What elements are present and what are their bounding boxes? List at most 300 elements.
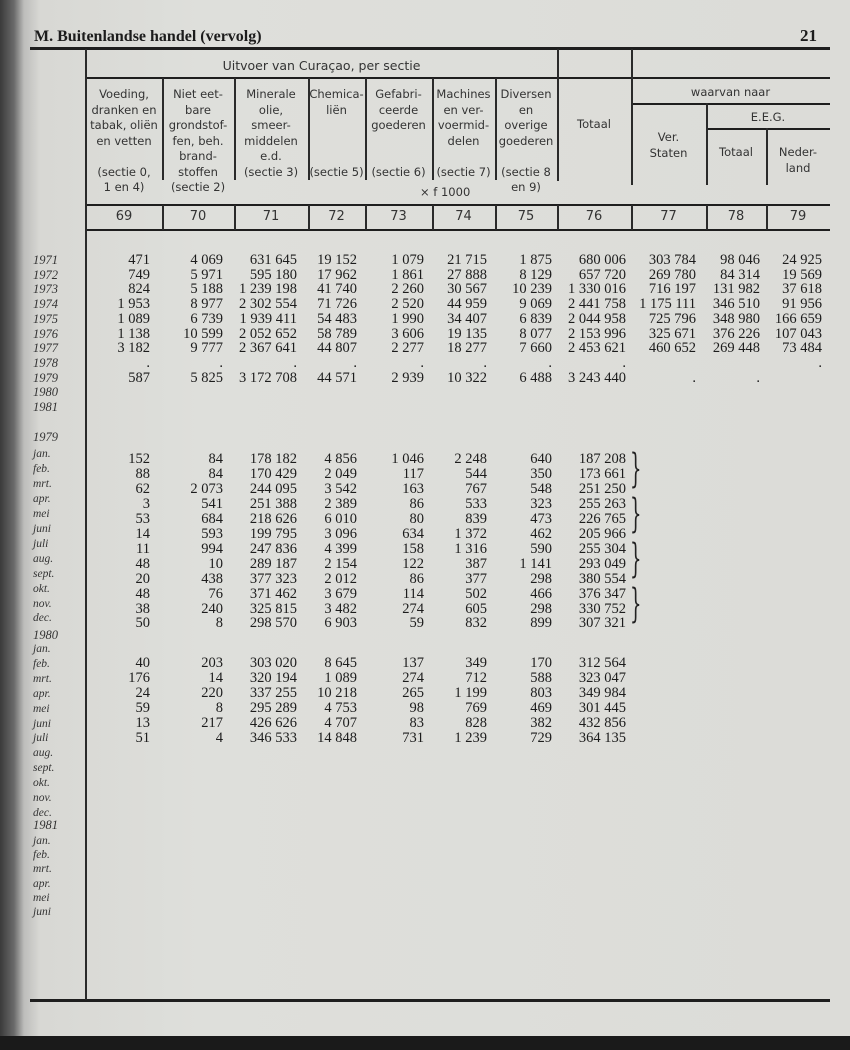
page-number: 21: [800, 26, 817, 45]
table-cell: 247 836: [249, 540, 297, 557]
table-cell: 377 323: [249, 570, 297, 587]
table-cell: 349 984: [578, 684, 626, 701]
table-cell: 50: [135, 615, 150, 632]
table-cell: 2 520: [391, 296, 424, 313]
table-cell: 8 129: [519, 266, 552, 283]
table-cell: 471: [128, 252, 150, 268]
column-header-75: Diversen en overige goederen (sectie 8 en 9): [498, 87, 554, 194]
table-cell: 767: [465, 480, 487, 497]
table-cell: 251 388: [249, 495, 297, 512]
table-cell: 1 089: [117, 310, 150, 327]
column-header-76: Totaal: [577, 117, 611, 131]
table-cell: 303 020: [249, 655, 297, 671]
table-cell: 86: [409, 570, 424, 587]
quarter-brace-icon: }: [630, 490, 642, 537]
table-cell: 712: [465, 669, 487, 686]
table-cell: 10 218: [317, 684, 357, 701]
table-cell: 634: [402, 525, 424, 542]
table-cell: 377: [465, 570, 487, 587]
table-cell: 716 197: [648, 281, 696, 298]
table-cell: 76: [208, 585, 223, 602]
table-cell: 20: [135, 570, 150, 587]
table-cell: .: [420, 354, 424, 371]
table-cell: 376 347: [578, 585, 626, 602]
table-cell: 17 962: [317, 266, 357, 283]
table-cell: 13: [135, 714, 150, 731]
column-header-71: Minerale olie, smeer- middelen e.d. (sectie 3): [243, 87, 299, 179]
table-cell: 178 182: [249, 451, 297, 467]
eeg-rule: [706, 128, 830, 130]
month-label: jan.: [33, 643, 51, 655]
month-label: okt.: [33, 777, 50, 790]
table-cell: 10 239: [512, 281, 552, 298]
year-label: 1977: [33, 341, 58, 356]
table-cell: 48: [135, 585, 150, 602]
table-cell: 350: [530, 465, 552, 482]
table-cell: 5 971: [190, 266, 223, 283]
table-cell: 2 248: [454, 451, 487, 467]
table-cell: 803: [530, 684, 552, 701]
table-cell: 131 982: [712, 281, 760, 298]
table-cell: 3 096: [324, 525, 357, 542]
table-cell: 729: [530, 729, 552, 746]
column-number-69: 69: [115, 209, 133, 224]
table-cell: 11: [136, 540, 150, 557]
table-cell: 469: [530, 699, 552, 716]
table-cell: 8 077: [519, 325, 552, 342]
table-cell: 1 141: [519, 555, 552, 572]
table-cell: 2 153 996: [568, 325, 626, 342]
column-header-72: Chemica- liën (sectie 5): [309, 87, 364, 179]
year-label: 1981: [33, 400, 58, 414]
table-cell: 376 226: [712, 325, 760, 342]
year-label: 1976: [33, 326, 58, 341]
column-number-77: 77: [660, 209, 677, 224]
group-title: Uitvoer van Curaçao, per sectie: [222, 58, 421, 73]
year-label: 1975: [33, 311, 58, 326]
column-header-74: Machines en ver- voermid- delen (sectie 7): [436, 87, 491, 179]
column-header-78: Totaal: [719, 145, 753, 159]
table-cell: 40: [135, 655, 150, 671]
table-cell: 6 903: [324, 615, 357, 632]
column-number-71: 71: [262, 209, 280, 224]
month-label: sept.: [33, 762, 55, 775]
bottom-rule: [30, 999, 830, 1002]
table-cell: 37 618: [782, 281, 822, 298]
table-cell: 1 990: [391, 310, 424, 327]
table-cell: 330 752: [578, 600, 626, 617]
table-cell: 6 739: [190, 310, 223, 327]
table-cell: 371 462: [249, 585, 297, 602]
table-cell: 466: [530, 585, 552, 602]
table-cell: 605: [465, 600, 487, 617]
table-cell: 312 564: [578, 655, 626, 671]
group-rule: [86, 77, 830, 79]
table-cell: 269 780: [648, 266, 696, 283]
section-title: M. Buitenlandse handel (vervolg): [34, 28, 262, 45]
month-label: mrt.: [33, 672, 52, 685]
table-cell: 62: [135, 480, 150, 497]
table-cell: 91 956: [782, 296, 822, 313]
table-cell: 107 043: [774, 325, 822, 342]
table-cell: 265: [402, 684, 424, 701]
column-number-73: 73: [390, 209, 407, 224]
table-cell: 293 049: [578, 555, 626, 572]
table-cell: 2 049: [324, 465, 357, 482]
table-cell: 4 399: [324, 540, 357, 557]
block-year-label: 1980: [33, 628, 58, 642]
table-cell: 541: [201, 495, 223, 512]
month-label: mrt.: [33, 477, 52, 490]
table-cell: 59: [409, 615, 424, 632]
table-cell: 2 453 621: [568, 340, 626, 357]
table-cell: 3: [142, 495, 150, 512]
table-cell: 187 208: [578, 451, 626, 467]
column-header-79: Neder- land: [778, 145, 818, 175]
table-cell: 4: [215, 729, 223, 746]
month-label: juli: [33, 732, 49, 745]
table-cell: 8 977: [190, 296, 223, 313]
month-label: mrt.: [33, 863, 52, 876]
table-cell: 27 888: [447, 266, 487, 283]
table-cell: 80: [409, 510, 424, 527]
table-cell: 255 263: [578, 495, 626, 512]
table-cell: 432 856: [578, 714, 626, 731]
table-cell: 769: [465, 699, 487, 716]
table-cell: 166 659: [774, 310, 822, 327]
table-cell: 380 554: [578, 570, 626, 587]
table-cell: 98: [409, 699, 424, 716]
month-label: jan.: [33, 835, 51, 847]
table-cell: 274: [402, 600, 424, 617]
table-cell: 473: [530, 510, 552, 527]
table-cell: 274: [402, 669, 424, 686]
table-cell: 44 807: [317, 340, 357, 357]
table-cell: 205 966: [578, 525, 626, 542]
table-cell: 295 289: [249, 699, 297, 716]
table-cell: 684: [201, 510, 223, 527]
table-cell: 1 079: [391, 252, 424, 268]
table-cell: 387: [465, 555, 487, 572]
month-label: mei: [33, 702, 50, 715]
table-cell: 255 304: [578, 540, 626, 557]
table-cell: 2 044 958: [568, 310, 626, 327]
month-label: nov.: [33, 792, 52, 804]
month-label: aug.: [33, 747, 54, 760]
table-cell: 10: [208, 555, 223, 572]
year-label: 1973: [33, 282, 58, 297]
table-cell: 3 542: [324, 480, 357, 497]
table-cell: 346 533: [249, 729, 297, 746]
table-cell: 30 567: [447, 281, 487, 298]
table-cell: 1 875: [519, 252, 552, 268]
column-number-76: 76: [585, 209, 603, 224]
year-label: 1974: [33, 297, 58, 312]
month-label: mei: [33, 507, 50, 520]
table-cell: 462: [530, 525, 552, 542]
table-cell: 84 314: [720, 266, 760, 283]
month-label: apr.: [33, 877, 51, 890]
table-cell: 84: [208, 451, 223, 467]
table-cell: 1 316: [454, 540, 487, 557]
table-cell: 587: [128, 369, 150, 386]
table-cell: .: [146, 354, 150, 371]
table-cell: 4 753: [324, 699, 357, 716]
year-label: 1972: [33, 267, 58, 282]
quarter-brace-icon: }: [630, 535, 642, 582]
year-label: 1971: [33, 253, 58, 267]
table-cell: 34 407: [447, 310, 487, 327]
table-cell: .: [692, 369, 696, 386]
table-cell: 14: [208, 669, 223, 686]
table-cell: 170 429: [249, 465, 297, 482]
table-cell: 218 626: [249, 510, 297, 527]
table-cell: 1 330 016: [568, 281, 626, 298]
table-cell: 203: [201, 655, 223, 671]
table-cell: .: [548, 354, 552, 371]
table-cell: 3 482: [324, 600, 357, 617]
table-cell: 2 277: [391, 340, 424, 357]
table-cell: 2 073: [190, 480, 223, 497]
table-cell: 832: [465, 615, 487, 632]
table-cell: 2 012: [324, 570, 357, 587]
table-cell: 114: [402, 585, 424, 602]
table-cell: 1 089: [324, 669, 357, 686]
table-cell: 1 239: [454, 729, 487, 746]
table-cell: 3 172 708: [239, 369, 297, 386]
table-cell: 86: [409, 495, 424, 512]
table-cell: 8: [215, 699, 223, 716]
month-label: sept.: [33, 567, 55, 580]
table-cell: 349: [465, 655, 487, 671]
table-cell: 828: [465, 714, 487, 731]
table-cell: 1 372: [454, 525, 487, 542]
table-cell: 10 599: [183, 325, 223, 342]
table-cell: 824: [128, 281, 150, 298]
table-cell: 4 069: [190, 252, 223, 268]
table-cell: 1 239 198: [239, 281, 297, 298]
table-cell: 48: [135, 555, 150, 572]
table-cell: 4 707: [324, 714, 357, 731]
eeg-label: E.E.G.: [750, 110, 786, 124]
month-label: okt.: [33, 582, 50, 595]
table-cell: 657 720: [578, 266, 626, 283]
table-cell: 226 765: [578, 510, 626, 527]
table-cell: 19 152: [317, 252, 357, 268]
table-cell: 8 645: [324, 655, 357, 671]
column-header-69: Voeding, dranken en tabak, oliën en vetten (sectie 0, 1 en 4): [90, 87, 158, 194]
table-cell: 3 182: [117, 340, 150, 357]
table-cell: 3 243 440: [568, 369, 626, 386]
table-cell: 289 187: [249, 555, 297, 572]
month-label: nov.: [33, 597, 52, 610]
table-cell: 588: [530, 669, 552, 686]
table-cell: 122: [402, 555, 424, 572]
month-label: juni: [33, 906, 51, 918]
column-number-79: 79: [789, 209, 807, 224]
table-cell: 749: [128, 266, 150, 283]
waarvan-naar-label: waarvan naar: [690, 85, 771, 99]
table-cell: 533: [465, 495, 487, 512]
table-cell: 7 660: [519, 340, 552, 357]
table-cell: 98 046: [720, 252, 760, 268]
table-cell: 14 848: [317, 729, 357, 746]
table-cell: 24: [135, 684, 150, 701]
month-label: feb.: [33, 657, 50, 670]
table-cell: 460 652: [648, 340, 696, 357]
table-cell: 303 784: [648, 252, 696, 268]
table-cell: 899: [530, 615, 552, 632]
table-cell: 14: [135, 525, 150, 542]
table-cell: 640: [530, 451, 552, 467]
table-cell: 158: [402, 540, 424, 557]
month-label: apr.: [33, 492, 51, 505]
year-label: 1979: [33, 370, 58, 385]
table-cell: 298 570: [249, 615, 297, 632]
table-cell: 53: [135, 510, 150, 527]
column-number-78: 78: [727, 209, 745, 224]
table-cell: 244 095: [249, 480, 297, 497]
table-cell: 502: [465, 585, 487, 602]
column-number-72: 72: [328, 209, 345, 224]
table-cell: 725 796: [648, 310, 696, 327]
table-cell: 9 069: [519, 296, 552, 313]
table-cell: 44 959: [447, 296, 487, 313]
table-cell: 173 661: [578, 465, 626, 482]
table-cell: 593: [201, 525, 223, 542]
table-cell: 51: [135, 729, 150, 746]
month-label: dec.: [33, 806, 52, 819]
table-cell: 18 277: [447, 340, 487, 357]
table-cell: 2 367 641: [239, 340, 297, 357]
table-cell: 41 740: [317, 281, 357, 298]
block-year-label: 1979: [33, 430, 58, 444]
month-label: jan.: [33, 448, 51, 460]
table-cell: 10 322: [447, 369, 487, 386]
table-cell: 44 571: [317, 369, 357, 386]
table-cell: 269 448: [712, 340, 760, 357]
table-cell: 117: [402, 465, 424, 482]
table-cell: 2 441 758: [568, 296, 626, 313]
table-cell: 84: [208, 465, 223, 482]
table-cell: 438: [201, 570, 223, 587]
table-cell: 301 445: [578, 699, 626, 716]
column-header-73: Gefabri- ceerde goederen (sectie 6): [371, 87, 426, 179]
table-cell: 59: [135, 699, 150, 716]
waarvan-rule: [631, 103, 830, 105]
table-cell: 24 925: [782, 252, 822, 268]
table-cell: 1 175 111: [639, 296, 696, 313]
column-number-74: 74: [455, 209, 472, 224]
table-cell: 176: [128, 669, 150, 686]
month-label: juni: [33, 717, 51, 730]
table-cell: 5 188: [190, 281, 223, 298]
table-cell: 337 255: [249, 684, 297, 701]
table-cell: 19 569: [782, 266, 822, 283]
year-label: 1978: [33, 355, 58, 370]
table-cell: 3 679: [324, 585, 357, 602]
table-cell: .: [483, 354, 487, 371]
month-label: apr.: [33, 687, 51, 700]
table-cell: 298: [530, 600, 552, 617]
table-cell: 839: [465, 510, 487, 527]
block-year-label: 1981: [33, 818, 58, 832]
table-cell: .: [756, 369, 760, 386]
table-cell: 4 856: [324, 451, 357, 467]
table-cell: 199 795: [249, 525, 297, 542]
table-cell: 731: [402, 729, 424, 746]
number-row-bottom-rule: [86, 229, 830, 231]
table-cell: .: [219, 354, 223, 371]
table-cell: 152: [128, 451, 150, 467]
table-cell: 5 825: [190, 369, 223, 386]
table-cell: 325 671: [648, 325, 696, 342]
col-divider: [557, 49, 559, 181]
table-cell: 19 135: [447, 325, 487, 342]
table-cell: 54 483: [317, 310, 357, 327]
table-cell: 994: [201, 540, 223, 557]
number-row-top-rule: [86, 204, 830, 206]
table-cell: 251 250: [578, 480, 626, 497]
table-cell: 1 939 411: [239, 310, 297, 327]
table-cell: 548: [530, 480, 552, 497]
table-cell: 8: [215, 615, 223, 632]
table-cell: 6 010: [324, 510, 357, 527]
table-cell: 298: [530, 570, 552, 587]
table-cell: 1 138: [117, 325, 150, 342]
table-cell: 426 626: [249, 714, 297, 731]
table-cell: .: [818, 354, 822, 371]
column-header-77: Ver. Staten: [649, 130, 688, 160]
table-cell: 2 260: [391, 281, 424, 298]
table-cell: 1 199: [454, 684, 487, 701]
table-cell: .: [353, 354, 357, 371]
table-cell: 137: [402, 655, 424, 671]
table-cell: 364 135: [578, 729, 626, 746]
table-cell: 544: [465, 465, 487, 482]
table-cell: 382: [530, 714, 552, 731]
quarter-brace-icon: }: [630, 580, 642, 627]
table-cell: 73 484: [782, 340, 822, 357]
table-cell: 21 715: [447, 252, 487, 268]
month-label: juni: [33, 522, 51, 535]
column-number-75: 75: [517, 209, 535, 224]
table-cell: 348 980: [712, 310, 760, 327]
table-cell: 595 180: [249, 266, 297, 283]
table-cell: 2 389: [324, 495, 357, 512]
table-cell: 2 154: [324, 555, 357, 572]
table-cell: 58 789: [317, 325, 357, 342]
table-cell: 2 939: [391, 369, 424, 386]
table-cell: .: [622, 354, 626, 371]
table-cell: 170: [530, 655, 552, 671]
table-cell: 325 815: [249, 600, 297, 617]
table-cell: 88: [135, 465, 150, 482]
table-cell: 680 006: [578, 252, 626, 268]
quarter-brace-icon: }: [630, 446, 642, 492]
table-cell: 323 047: [578, 669, 626, 686]
year-label: 1980: [33, 385, 58, 400]
unit-label: × f 1000: [420, 185, 471, 199]
month-label: feb.: [33, 849, 50, 862]
table-cell: 2 052 652: [239, 325, 297, 342]
top-rule: [30, 47, 830, 50]
column-header-70: Niet eet- bare grondstof- fen, beh. brand- stoffen (sectie 2): [168, 87, 228, 194]
table-cell: 320 194: [249, 669, 297, 686]
table-cell: 323: [530, 495, 552, 512]
table-cell: 631 645: [249, 252, 297, 268]
table-cell: 3 606: [391, 325, 424, 342]
